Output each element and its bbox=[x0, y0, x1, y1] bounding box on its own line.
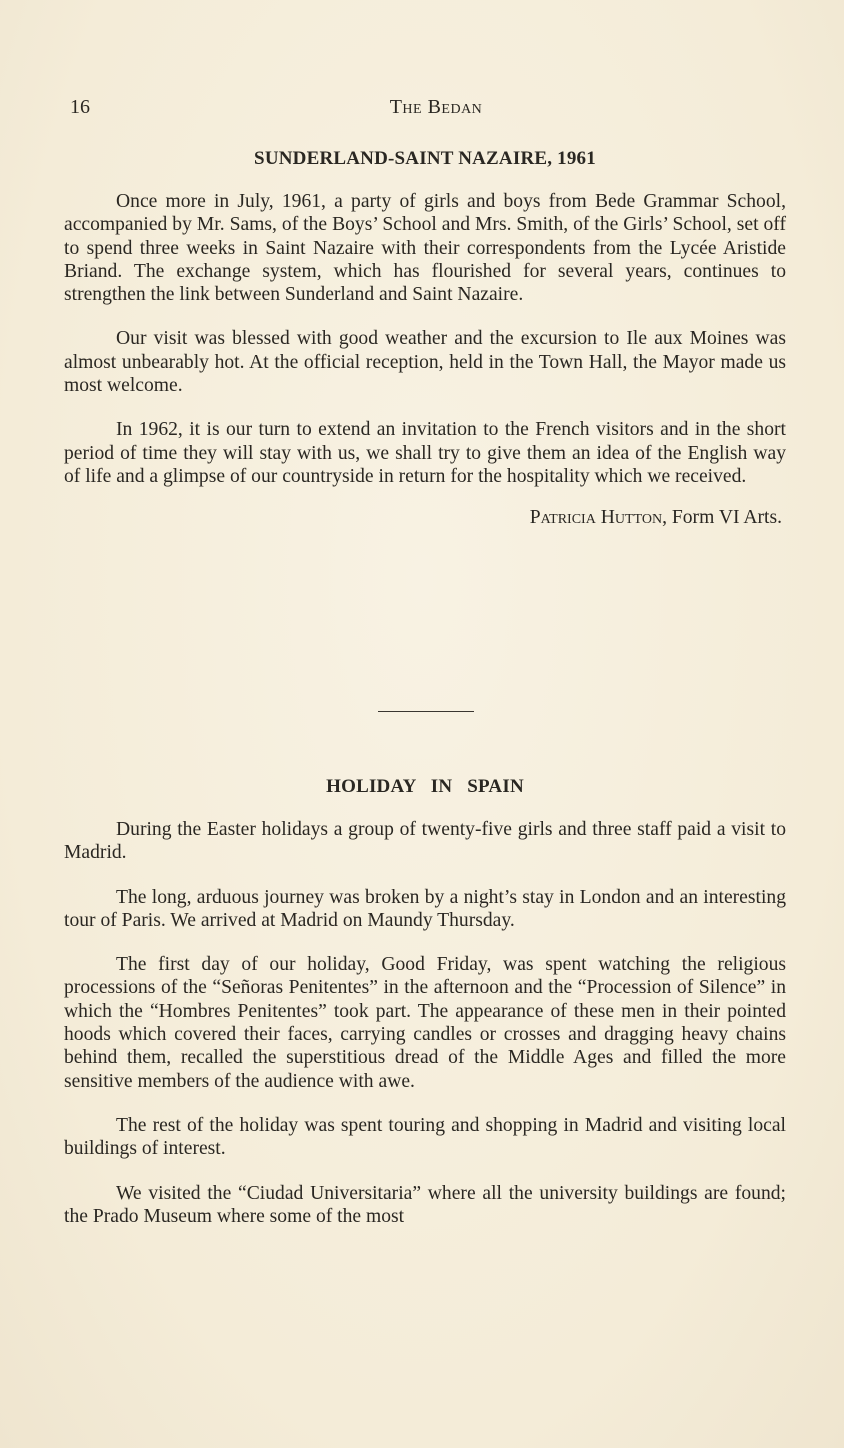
paragraph: Once more in July, 1961, a party of girls and boys from Bede Grammar School, accompanied by Mr. Sams, of the Boys’ School and Mrs. Smith, of the Girls’ School, set off to spend three weeks in Saint Nazaire with their correspondents from the Lycée Aristide Briand. The exchange system, which has flourished for several years, continues to strengthen the link between Sunderland and Saint Nazaire. bbox=[64, 191, 786, 306]
article-title: SUNDERLAND-SAINT NAZAIRE, 1961 bbox=[254, 148, 596, 169]
paragraph: The first day of our holiday, Good Friday, was spent watching the religious processions of the “Señoras Penitentes” in the afternoon and the “Procession of Silence” in which the “Hombres Penitentes” took part. The appearance of these men in their pointed hoods which covered their faces, carrying candles or crosses and dragging heavy chains behind them, recalled the superstitious dread of the Middle Ages and filled the more sensitive members of the audience with awe. bbox=[64, 954, 786, 1092]
section-divider bbox=[378, 711, 474, 712]
journal-title: The Bedan bbox=[389, 96, 483, 118]
running-head bbox=[70, 96, 782, 122]
paragraph: In 1962, it is our turn to extend an invitation to the French visitors and in the short period of time they will stay with us, we shall try to give them an idea of the English way of life and a glimpse of our countryside in return for the hospitality which we received. bbox=[64, 419, 786, 487]
article-sunderland-saint-nazaire bbox=[64, 148, 786, 529]
author-byline bbox=[64, 507, 786, 529]
author-name: Patricia Hutton bbox=[529, 507, 663, 529]
page-number: 16 bbox=[70, 96, 90, 118]
paragraph: During the Easter holidays a group of twenty-five girls and three staff paid a visit to Madrid. bbox=[64, 819, 786, 864]
author-form: , Form VI Arts. bbox=[662, 507, 782, 529]
paragraph: The rest of the holiday was spent touring and shopping in Madrid and visiting local buildings of interest. bbox=[64, 1114, 786, 1160]
article-holiday-in-spain bbox=[64, 776, 786, 1249]
article-title: HOLIDAY IN SPAIN bbox=[326, 776, 524, 797]
paragraph: The long, arduous journey was broken by a night’s stay in London and an interesting tour of Paris. We arrived at Madrid on Maundy Thursday. bbox=[64, 886, 786, 931]
paragraph: We visited the “Ciudad Universitaria” where all the university buildings are found; the Prado Museum where some of the most bbox=[64, 1182, 786, 1227]
paragraph: Our visit was blessed with good weather and the excursion to Ile aux Moines was almost unbearably hot. At the official reception, held in the Town Hall, the Mayor made us most welcome. bbox=[64, 328, 786, 397]
